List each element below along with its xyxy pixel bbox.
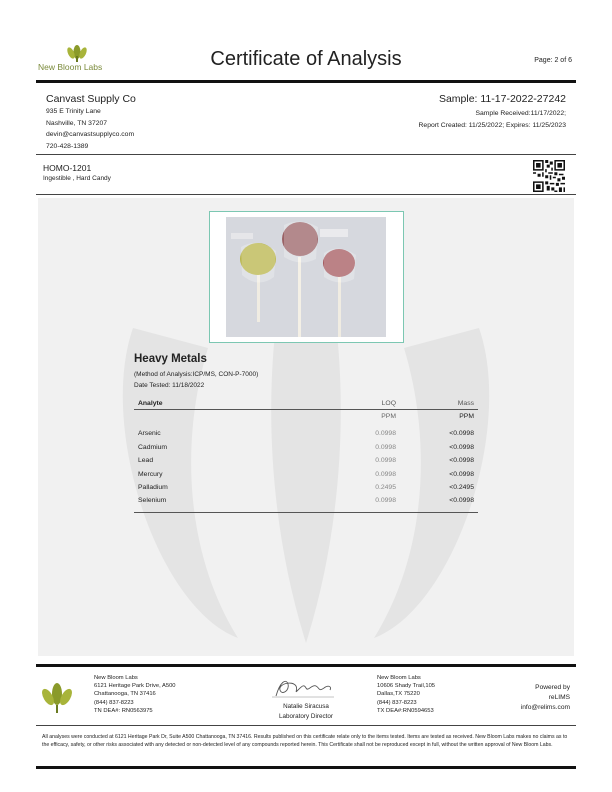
date-tested: Date Tested: 11/18/2022	[134, 381, 205, 389]
powered-by-label: Powered by	[535, 684, 570, 691]
column-header-mass: Mass	[400, 398, 478, 410]
footer-divider-bottom	[36, 766, 576, 769]
lab-address-tx	[377, 674, 435, 715]
loq-value: 0.0998	[375, 470, 396, 478]
sample-received: Sample Received:11/17/2022;	[475, 110, 566, 117]
mass-unit: PPM	[459, 413, 474, 421]
product-name: HOMO-1201	[43, 163, 92, 173]
client-address-line1: 935 E Trinity Lane	[46, 108, 101, 115]
lab-name: New Bloom Labs	[94, 675, 138, 681]
client-name: Canvast Supply Co	[46, 93, 136, 105]
loq-unit: PPM	[381, 413, 396, 421]
column-header-analyte: Analyte	[134, 398, 322, 410]
loq-value: 0.0998	[375, 443, 396, 451]
lab-name: New Bloom Labs	[377, 675, 421, 681]
column-header-loq: LOQ	[322, 398, 400, 410]
loq-value: 0.0998	[375, 457, 396, 465]
table-row	[134, 494, 478, 513]
report-created: Report Created: 11/25/2022; Expires: 11/25/2023	[418, 121, 566, 129]
product-type: Ingestible , Hard Candy	[43, 175, 111, 182]
mass-value: <0.2495	[449, 483, 474, 491]
analyte-name: Selenium	[134, 494, 322, 513]
units-row	[134, 410, 478, 428]
analyte-name: Palladium	[138, 483, 168, 491]
table-row	[134, 454, 478, 467]
analyte-name: Lead	[138, 457, 154, 465]
header-divider	[36, 80, 576, 83]
lab-phone: (844) 837-8223	[94, 699, 134, 706]
table-header-row	[134, 398, 478, 410]
sample-dates	[419, 108, 567, 131]
lab-phone: (844) 837-8223	[377, 699, 417, 706]
lab-address-tn	[94, 674, 176, 715]
signer-role: Laboratory Director	[279, 713, 333, 720]
section-title: Heavy Metals	[134, 353, 207, 365]
client-address-line2: Nashville, TN 37207	[46, 119, 108, 127]
mass-value: <0.0998	[449, 457, 474, 465]
lab-street: 6121 Heritage Park Drive, A500	[94, 683, 176, 690]
loq-value: 0.2495	[375, 483, 396, 491]
lab-street: 10606 Shady Trail,105	[377, 683, 436, 690]
mass-value: <0.0998	[449, 430, 474, 438]
signature-image	[258, 676, 348, 700]
mass-value: <0.0998	[449, 470, 474, 478]
product-divider	[36, 194, 576, 195]
client-phone: 720-428-1389	[46, 142, 89, 150]
analyte-name: Cadmium	[138, 443, 168, 451]
lab-city: Chattanooga, TN 37416	[94, 691, 156, 698]
mass-value: <0.0998	[400, 494, 478, 513]
section-meta	[134, 370, 258, 391]
disclaimer-text: All analyses were conducted at 6121 Heritage Park Dr, Suite A500 Chattanooga, TN 37416. Results published on this certificate relate only to the items tested. Items are tested as received. New Bloom Labs makes no claims as to the efficacy, safety, or other risks associated with any detected or non-detected level of any compounds reported herein. This Certificate shall not be reproduced except in full, without the written approval of New Bloom Labs.	[42, 734, 568, 748]
signer-name: Natalie Siracusa	[283, 703, 329, 710]
table-row	[134, 441, 478, 454]
loq-value: 0.0998	[375, 430, 396, 438]
footer-logo-icon	[40, 681, 74, 715]
qr-code-icon[interactable]	[533, 160, 565, 192]
client-contact	[46, 106, 134, 152]
lab-dea: TN DEA#: RN0563975	[94, 707, 153, 714]
table-row	[134, 481, 478, 494]
product-photo	[226, 217, 386, 337]
page-title: Certificate of Analysis	[210, 48, 402, 70]
table-row	[134, 427, 478, 440]
table-row	[134, 467, 478, 480]
heavy-metals-table	[134, 398, 478, 513]
page-number: Page: 2 of 6	[534, 57, 572, 64]
lab-logo-text: New Bloom Labs	[38, 62, 103, 72]
footer-divider-top	[36, 664, 576, 667]
powered-by-email[interactable]: info@relims.com	[520, 704, 570, 711]
footer-divider-mid	[36, 725, 576, 726]
client-divider	[36, 154, 576, 155]
lab-dea: TX DEA#:RN0594653	[377, 707, 434, 714]
loq-value: 0.0998	[322, 494, 400, 513]
mass-value: <0.0998	[449, 443, 474, 451]
powered-by-brand: reLIMS	[548, 694, 570, 701]
client-email: devin@canvastsupplyco.com	[46, 131, 135, 138]
analyte-name: Mercury	[138, 470, 163, 478]
powered-by	[521, 683, 570, 713]
analyte-name: Arsenic	[138, 430, 161, 438]
lab-city: Dallas,TX 75220	[377, 691, 420, 698]
method-of-analysis: (Method of Analysis:ICP/MS, CON-P-7000)	[134, 371, 259, 378]
sample-id: Sample: 11-17-2022-27242	[438, 93, 566, 105]
